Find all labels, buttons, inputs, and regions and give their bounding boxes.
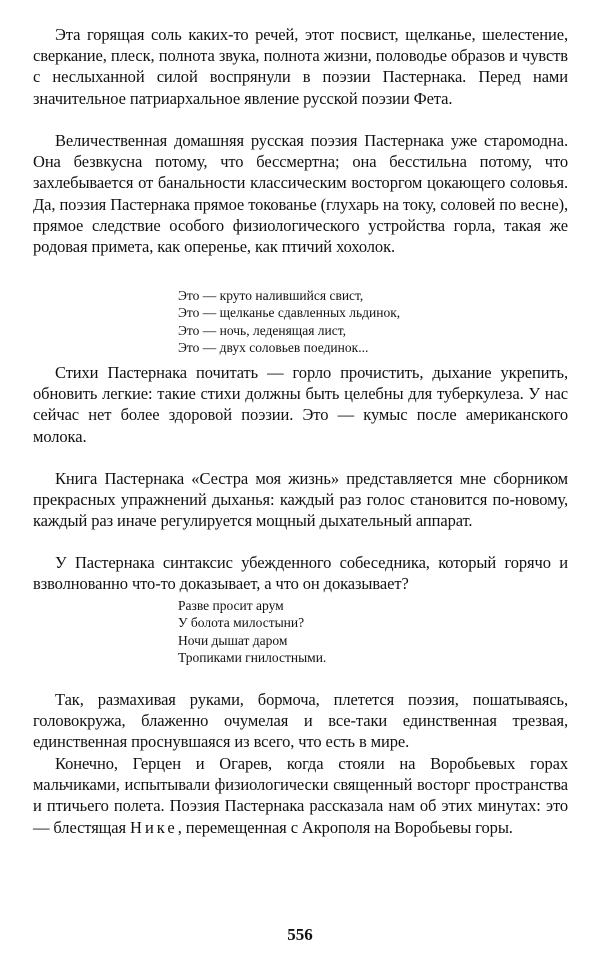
poem-quote-2: [178, 597, 326, 666]
page-number: 556: [287, 925, 313, 944]
poem-line: Это — ночь, леденящая лист,: [178, 322, 346, 338]
poem-line: Это — двух соловьев поединок...: [178, 339, 369, 355]
paragraph-2: Величественная домашняя русская поэзия Пастернака уже старомодна. Она безвкусна потому, что бессмертна; она бесстильна потому, что захлебывается от банальности классическим восторгом цокающего соловья. Да, поэзия Пастернака прямое токованье (глухарь на току, соловей по весне), прямое следствие особого физиологического устройства горла, такая же родовая примета, как оперенье, как птичий хохолок.: [33, 131, 568, 257]
paragraph-7: [33, 753, 568, 838]
poem-line: Это — круто налившийся свист,: [178, 288, 364, 303]
paragraph-4: Книга Пастернака «Сестра моя жизнь» представляется мне сборником прекрасных упражнений дыханья: каждый раз голос становится по-новому, каждый раз иначе регулируется мощный дыхательный аппарат.: [33, 469, 568, 531]
text-block-4: [33, 468, 568, 532]
text-block-7: [33, 753, 568, 838]
paragraph-3: Стихи Пастернака почитать — горло прочистить, дыхание укрепить, обновить легкие: такие стихи должны быть целебны для туберкулеза. У нас сейчас нет более здоровой поэзии. Это — кумыс после американского молока.: [33, 363, 568, 446]
text-block-1: [33, 24, 568, 109]
text-block-2: [33, 130, 568, 257]
paragraph-7-end: , перемещенная с Акрополя на Воробьевы горы.: [177, 817, 513, 837]
paragraph-7-start: Конечно, Герцен и Огарев, когда стояли на Воробьевых горах мальчиками, испытывали физиологически священный восторг пространства и птичьего полета. Поэзия Пастернака рассказала нам об этих минутах: это — блестящая: [33, 754, 568, 837]
poem-line: Ночи дышат даром: [178, 632, 288, 648]
paragraph-6: Так, размахивая руками, бормоча, плетется поэзия, пошатываясь, головокружа, блаженно очумелая и все-таки единственная трезвая, единственная проснувшаяся из всего, что есть в мире.: [33, 690, 568, 752]
poem-line: Это — щелканье сдавленных льдинок,: [178, 305, 401, 321]
paragraph-5: У Пастернака синтаксис убежденного собеседника, который горячо и взволнованно что-то доказывает, а что он доказывает?: [33, 553, 568, 594]
text-block-3: [33, 362, 568, 447]
poem-line: Тропиками гнилостными.: [178, 649, 327, 665]
paragraph-1: Эта горящая соль каких-то речей, этот посвист, щелканье, шелестение, сверкание, плеск, полнота звука, полнота жизни, половодье образов и чувств с неслыханной силой воспрянули в поэзии Пастернака. Перед нами значительное патриархальное явление русской поэзии Фета.: [33, 25, 568, 108]
poem-line: У болота милостыни?: [178, 615, 305, 631]
text-block-5: [33, 552, 568, 594]
poem-line: Разве просит арум: [178, 598, 284, 613]
spaced-word-nike: Нике: [130, 817, 178, 837]
poem-quote-1: [178, 287, 400, 356]
text-block-6: [33, 689, 568, 753]
